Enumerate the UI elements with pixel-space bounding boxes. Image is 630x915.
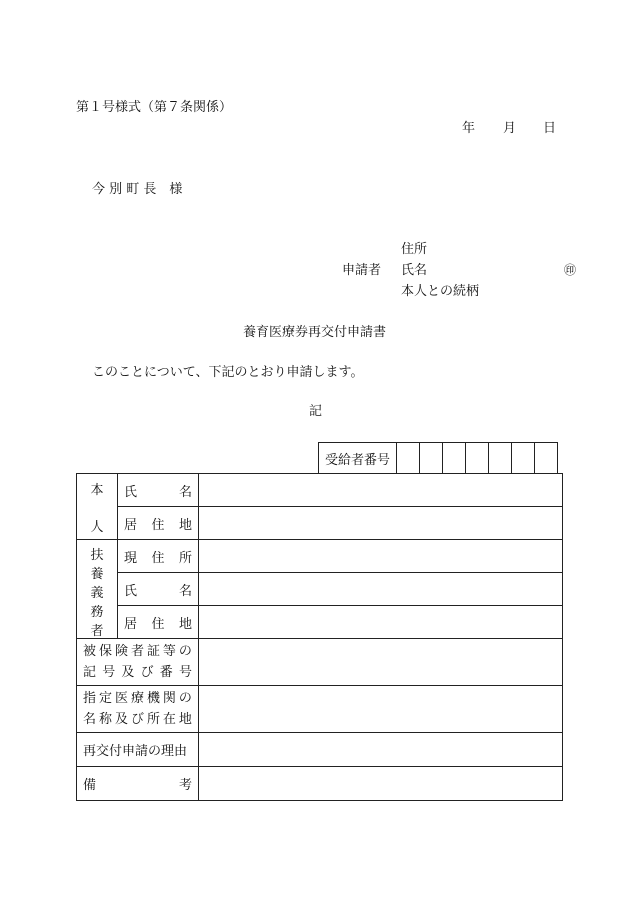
honnin-name-field[interactable] [199,474,563,507]
recipient-digit-7[interactable] [535,443,558,474]
fuyou-name-label: 氏 名 [118,573,199,606]
fuyou-name-field[interactable] [199,573,563,606]
date-month: 月 [503,121,517,136]
recipient-digit-6[interactable] [512,443,535,474]
remarks-field[interactable] [199,767,563,801]
form-number: 第１号様式（第７条関係） [76,100,233,115]
application-table [76,473,563,801]
fuyou-residence-label: 居 住 地 [118,606,199,639]
addressee: 今 別 町 長 様 [92,182,183,197]
date-year: 年 [462,121,476,136]
recipient-digit-4[interactable] [466,443,489,474]
applicant-relation-label: 本人との続柄 [401,284,480,299]
fuyou-current-address-label: 現 住 所 [118,540,199,573]
institution-field[interactable] [199,686,563,733]
reason-label: 再交付申請の理由 [77,733,199,767]
recipient-number-label: 受給者番号 [319,443,397,474]
applicant-label: 申請者 [342,263,382,278]
applicant-address-label: 住所 [401,242,428,257]
honnin-group-label: 本 人 [77,474,118,540]
recipient-digit-2[interactable] [420,443,443,474]
honnin-residence-field[interactable] [199,507,563,540]
honnin-residence-label: 居 住 地 [118,507,199,540]
seal-icon: ㊞ [564,263,577,277]
recipient-digit-1[interactable] [397,443,420,474]
recipient-digit-3[interactable] [443,443,466,474]
remarks-label: 備 考 [77,767,199,801]
honnin-name-label: 氏 名 [118,474,199,507]
fuyou-residence-field[interactable] [199,606,563,639]
statement: このことについて、下記のとおり申請します。 [92,365,364,380]
date-day: 日 [543,121,557,136]
applicant-name-label: 氏名 [401,263,428,278]
insurance-field[interactable] [199,639,563,686]
fuyou-group-label: 扶 養 義 務 者 [77,540,118,639]
ki-heading: 記 [309,404,323,419]
institution-label: 指 定 医 療 機 関 の 名 称 及 び 所 在 地 [77,686,199,733]
reason-field[interactable] [199,733,563,767]
fuyou-current-address-field[interactable] [199,540,563,573]
recipient-digit-5[interactable] [489,443,512,474]
form-title: 養育医療券再交付申請書 [243,325,387,340]
recipient-number-box [318,442,558,474]
insurance-label: 被 保 険 者 証 等 の 記 号 及 び 番 号 [77,639,199,686]
